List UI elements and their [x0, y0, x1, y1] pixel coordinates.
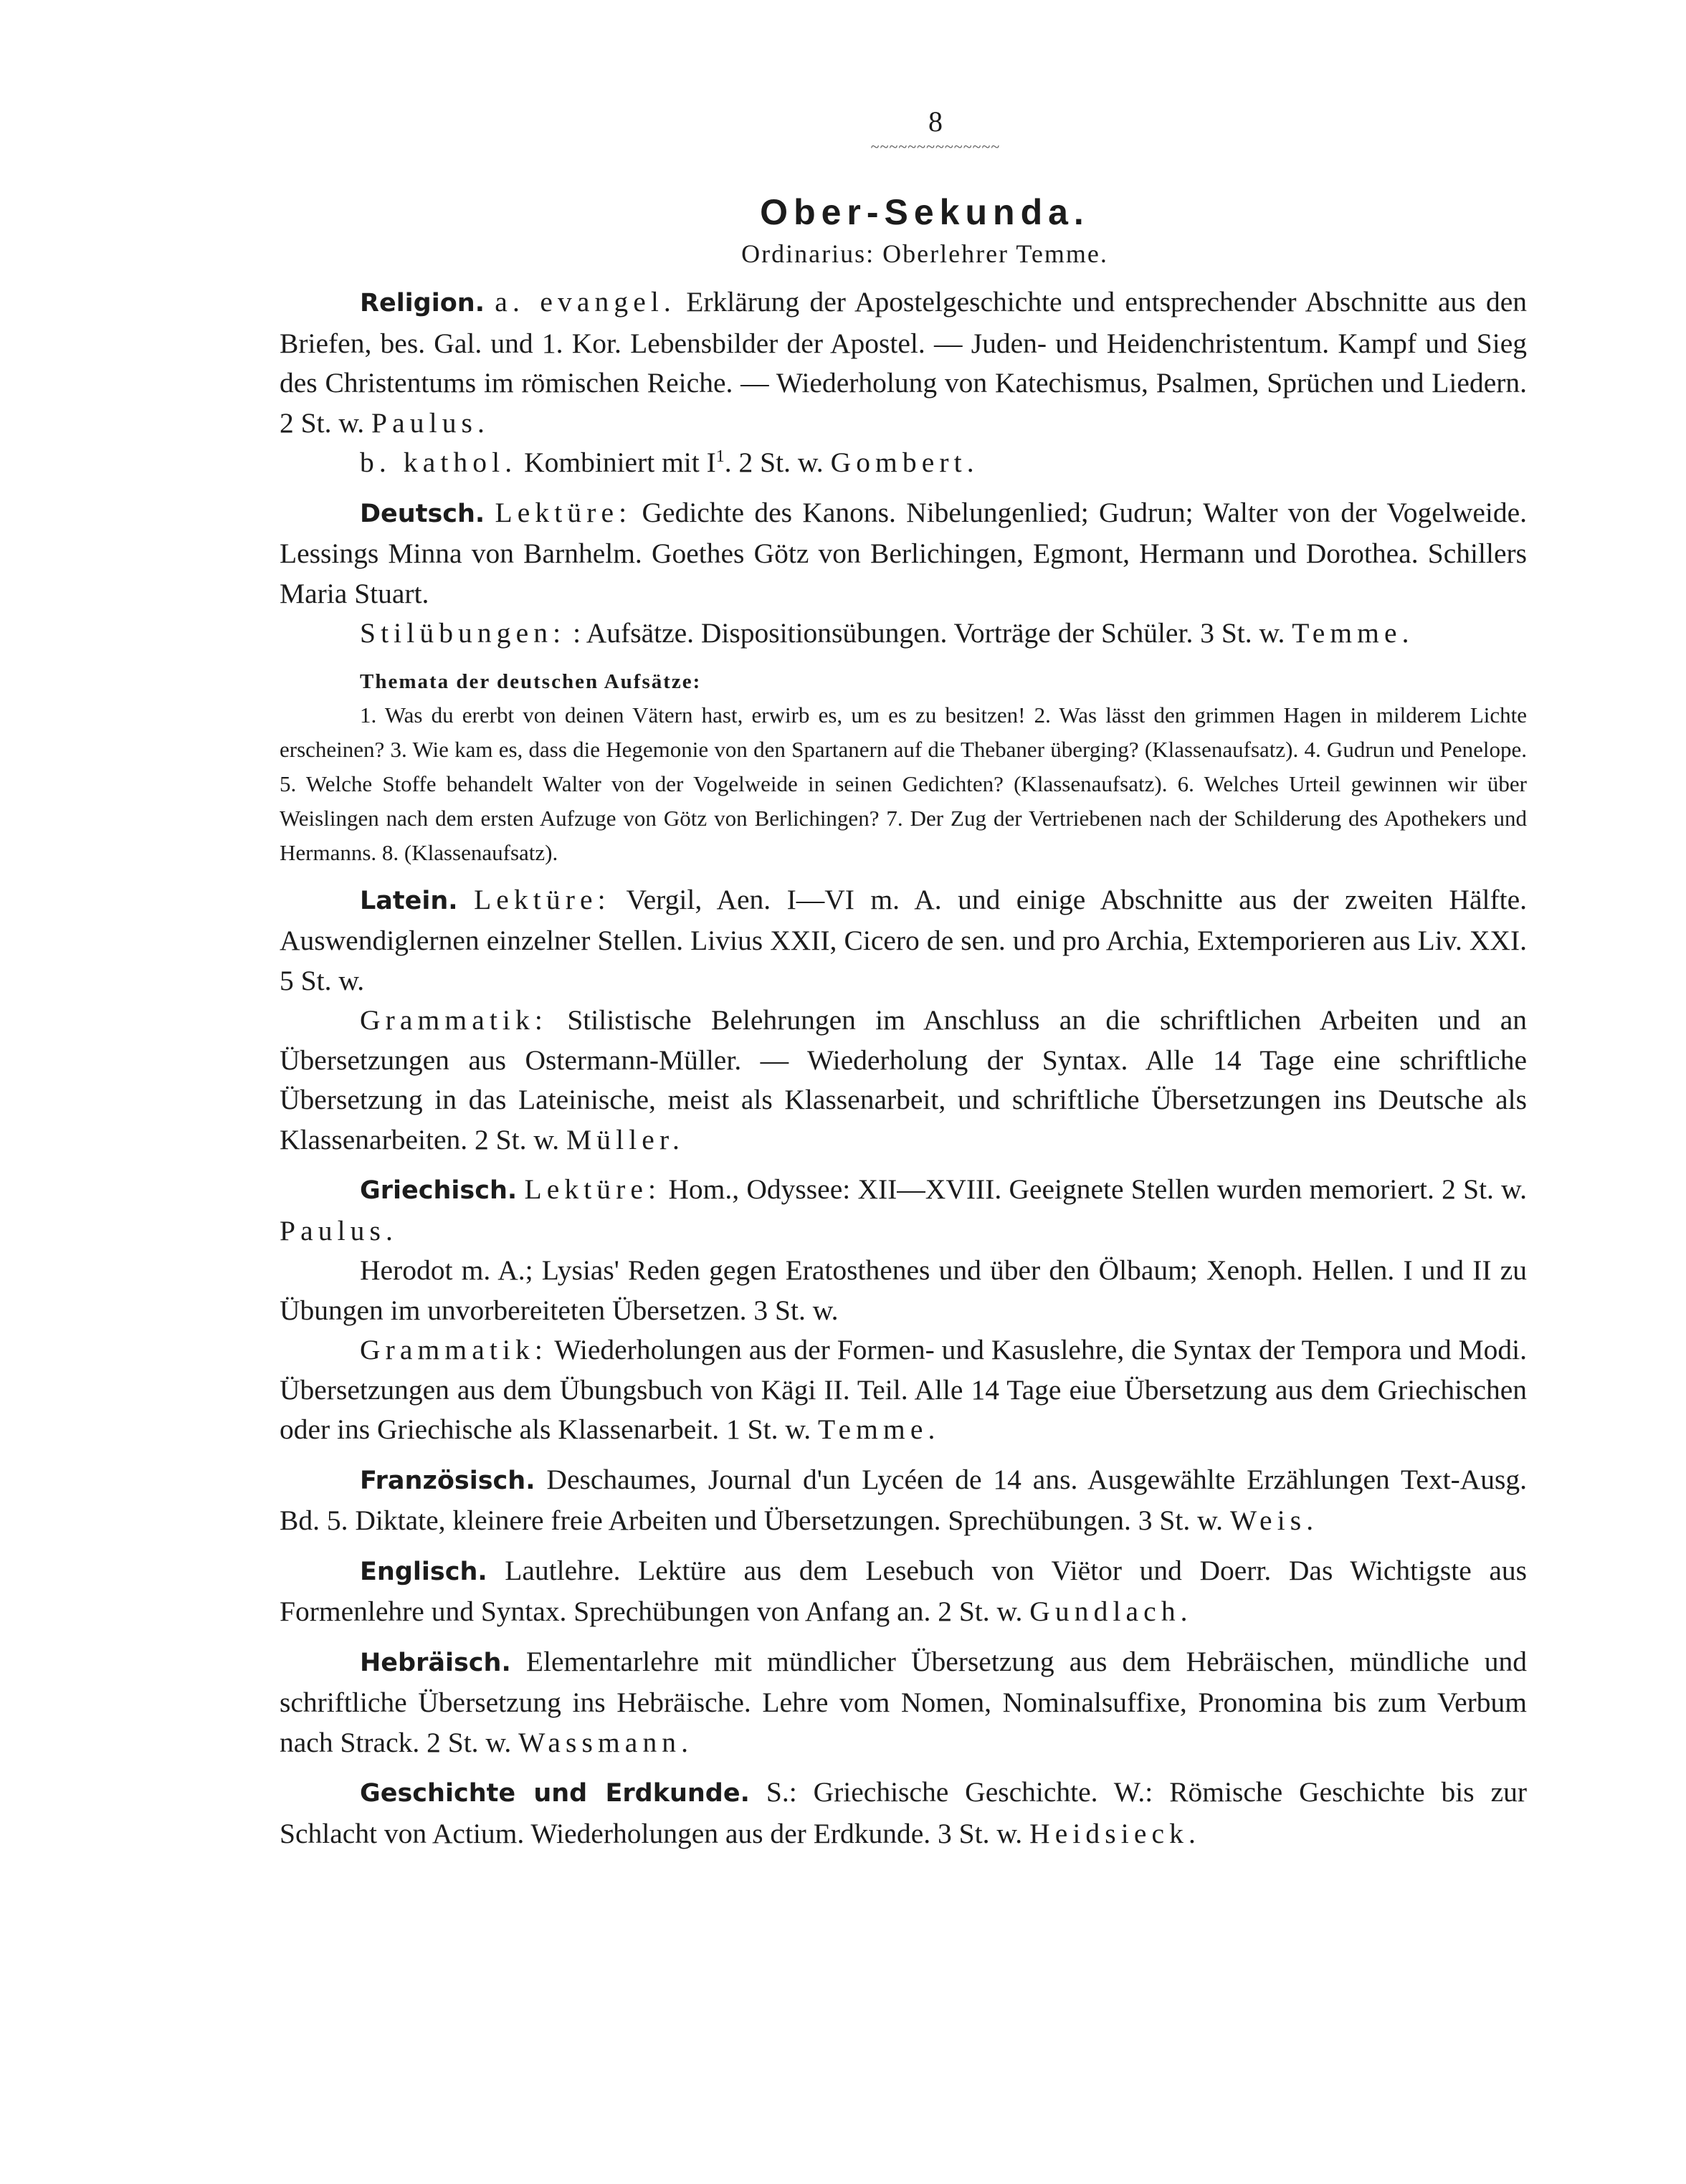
religion-a-text: Erklärung der Apostelgeschichte und entsprechender Abschnitte aus den Briefen, bes. Gal. und 1. Kor. Lebensbilder der Apostel. — Juden- und Heidenchristentum. Kampf und Sieg des Christentums im römischen Reiche. — Wiederholung von Katechismus, Psalmen, Sprüchen und Liedern. 2 St. w.: [280, 286, 1528, 439]
ordinarius-line: Ordinarius: Oberlehrer Temme.: [741, 239, 1108, 268]
document-page: [280, 105, 1528, 2157]
decorative-rule: ~~~~~~~~~~~~~~: [870, 138, 1001, 156]
subject-heading-griechisch: Griechisch.: [360, 1176, 518, 1205]
franzoesisch-text: Deschaumes, Journal d'un Lycéen de 14 ans. Ausgewählte Erzählungen Text-Ausg. Bd. 5. Diktate, kleinere freie Arbeiten und Übersetzungen. Sprechübungen. 3 St. w.: [280, 1463, 1528, 1536]
religion-paragraph: [280, 282, 1527, 443]
teacher-name: Weis.: [1229, 1505, 1319, 1536]
deutsch-stil-text: : Aufsätze. Dispositionsübungen. Vorträge der Schüler. 3 St. w.: [573, 617, 1285, 649]
subject-heading-franzoesisch: Französisch.: [360, 1466, 535, 1495]
themata-list: 1. Was du ererbt von deinen Vätern hast, erwirb es, um es zu besitzen! 2. Was lässt den grimmen Hagen in milderem Lichte erscheinen? 3. Wie kam es, dass die Hegemonie von den Spartanern auf die Thebaner überging? (Klassenaufsatz). 4. Gudrun und Penelope. 5. Welche Stoffe behandelt Walter von der Vogelweide in seinen Gedichten? (Klassenaufsatz). 6. Welches Urteil gewinnen wir über Weislingen nach dem ersten Aufzuge von Götz von Berlichingen? 7. Der Zug der Vertriebenen nach der Schilderung des Apothekers und Hermanns. 8. (Klassenaufsatz).: [280, 702, 1527, 865]
latein-lekture-text: Vergil, Aen. I—VI m. A. und einige Abschnitte aus der zweiten Hälfte. Auswendiglernen einzelner Stellen. Livius XXII, Cicero de sen. und pro Archia, Extemporieren aus Liv. XXI. 5 St. w.: [280, 883, 1528, 996]
deutsch-stil-label: Stilübungen:: [360, 617, 566, 649]
religion-b-prefix: b. kathol.: [360, 447, 518, 478]
teacher-name: Heidsieck.: [1029, 1817, 1201, 1849]
griechisch-grammatik-label: Grammatik:: [360, 1334, 548, 1365]
subject-heading-religion: Religion.: [360, 289, 485, 318]
deutsch-lekture-label: Lektüre:: [495, 496, 632, 528]
teacher-name: Temme.: [818, 1413, 940, 1445]
religion-b-hours: . 2 St. w.: [724, 447, 824, 478]
deutsch-paragraph: [280, 493, 1527, 614]
teacher-name: Gombert.: [830, 447, 979, 478]
religion-b-sup: 1: [715, 447, 725, 466]
griechisch-grammatik-text: Wiederholungen aus der Formen- und Kasuslehre, die Syntax der Tempora und Modi. Übersetzungen aus dem Übungsbuch von Kägi II. Teil. Alle 14 Tage eiue Übersetzung aus dem Griechischen oder ins Griechische als Klassenarbeit. 1 St. w.: [280, 1334, 1527, 1445]
teacher-name: Paulus.: [280, 1214, 398, 1246]
franzoesisch-paragraph: [280, 1460, 1527, 1541]
griechisch-lekture-text: Hom., Odyssee: XII—XVIII. Geeignete Stellen wurden memoriert. 2 St. w.: [668, 1173, 1528, 1205]
griechisch-grammatik-paragraph: [280, 1330, 1527, 1450]
teacher-name: Paulus.: [371, 406, 490, 439]
latein-lekture-label: Lektüre:: [474, 883, 611, 915]
subject-heading-hebraeisch: Hebräisch.: [360, 1648, 511, 1677]
themata-heading: Themata der deutschen Aufsätze:: [360, 669, 702, 693]
teacher-name: Müller.: [566, 1123, 685, 1155]
englisch-paragraph: [280, 1551, 1527, 1632]
geschichte-paragraph: [280, 1773, 1527, 1854]
hebraeisch-paragraph: [280, 1642, 1527, 1763]
latein-paragraph: [280, 880, 1527, 1001]
griechisch-lekture-label: Lektüre:: [524, 1173, 662, 1205]
englisch-text: Lautlehre. Lektüre aus dem Lesebuch von Viëtor und Doerr. Das Wichtigste aus Formenlehre und Syntax. Sprechübungen von Anfang an. 2 St. w.: [280, 1554, 1527, 1627]
deutsch-stil-paragraph: [280, 614, 1527, 654]
hebraeisch-text: Elementarlehre mit mündlicher Übersetzung aus dem Hebräischen, mündliche und schriftliche Übersetzung ins Hebräische. Lehre vom Nomen, Nominalsuffixe, Pronomina bis zum Verbum nach Strack. 2 St. w.: [280, 1645, 1528, 1758]
religion-b-text: Kombiniert mit I: [524, 447, 716, 478]
latein-grammatik-label: Grammatik:: [360, 1004, 548, 1036]
griechisch-herodot-paragraph: Herodot m. A.; Lysias' Reden gegen Eratosthenes und über den Ölbaum; Xenoph. Hellen. I und II zu Übungen im unvorbereiteten Übersetzen. 3 St. w.: [280, 1254, 1527, 1326]
page-title: Ober-Sekunda.: [760, 192, 1090, 232]
latein-grammatik-paragraph: [280, 1001, 1527, 1160]
subject-heading-deutsch: Deutsch.: [360, 499, 485, 528]
page-number: 8: [928, 105, 943, 138]
griechisch-paragraph: [280, 1170, 1527, 1251]
subject-heading-latein: Latein.: [360, 886, 458, 915]
teacher-name: Gundlach.: [1029, 1596, 1193, 1627]
teacher-name: Wassmann.: [518, 1726, 694, 1758]
subject-heading-geschichte: Geschichte und Erdkunde.: [360, 1779, 750, 1808]
teacher-name: Temme.: [1292, 617, 1414, 649]
geschichte-text: S.: Griechische Geschichte. W.: Römische Geschichte bis zur Schlacht von Actium. Wiederholungen aus der Erdkunde. 3 St. w.: [280, 1776, 1528, 1849]
subject-heading-englisch: Englisch.: [360, 1557, 487, 1586]
deutsch-lekture-text: Gedichte des Kanons. Nibelungenlied; Gudrun; Walter von der Vogelweide. Lessings Minna von Barnhelm. Goethes Götz von Berlichingen, Egmont, Hermann und Dorothea. Schillers Maria Stuart.: [280, 496, 1527, 609]
religion-a-prefix: a. evangel.: [495, 286, 676, 318]
latein-grammatik-text: Stilistische Belehrungen im Anschluss an die schriftlichen Arbeiten und an Übersetzungen aus Ostermann-Müller. — Wiederholung der Syntax. Alle 14 Tage eine schriftliche Übersetzung in das Lateinische, meist als Klassenarbeit, und schriftliche Übersetzungen ins Deutsche als Klassenarbeiten. 2 St. w.: [280, 1004, 1527, 1155]
religion-b-paragraph: [280, 443, 1527, 483]
